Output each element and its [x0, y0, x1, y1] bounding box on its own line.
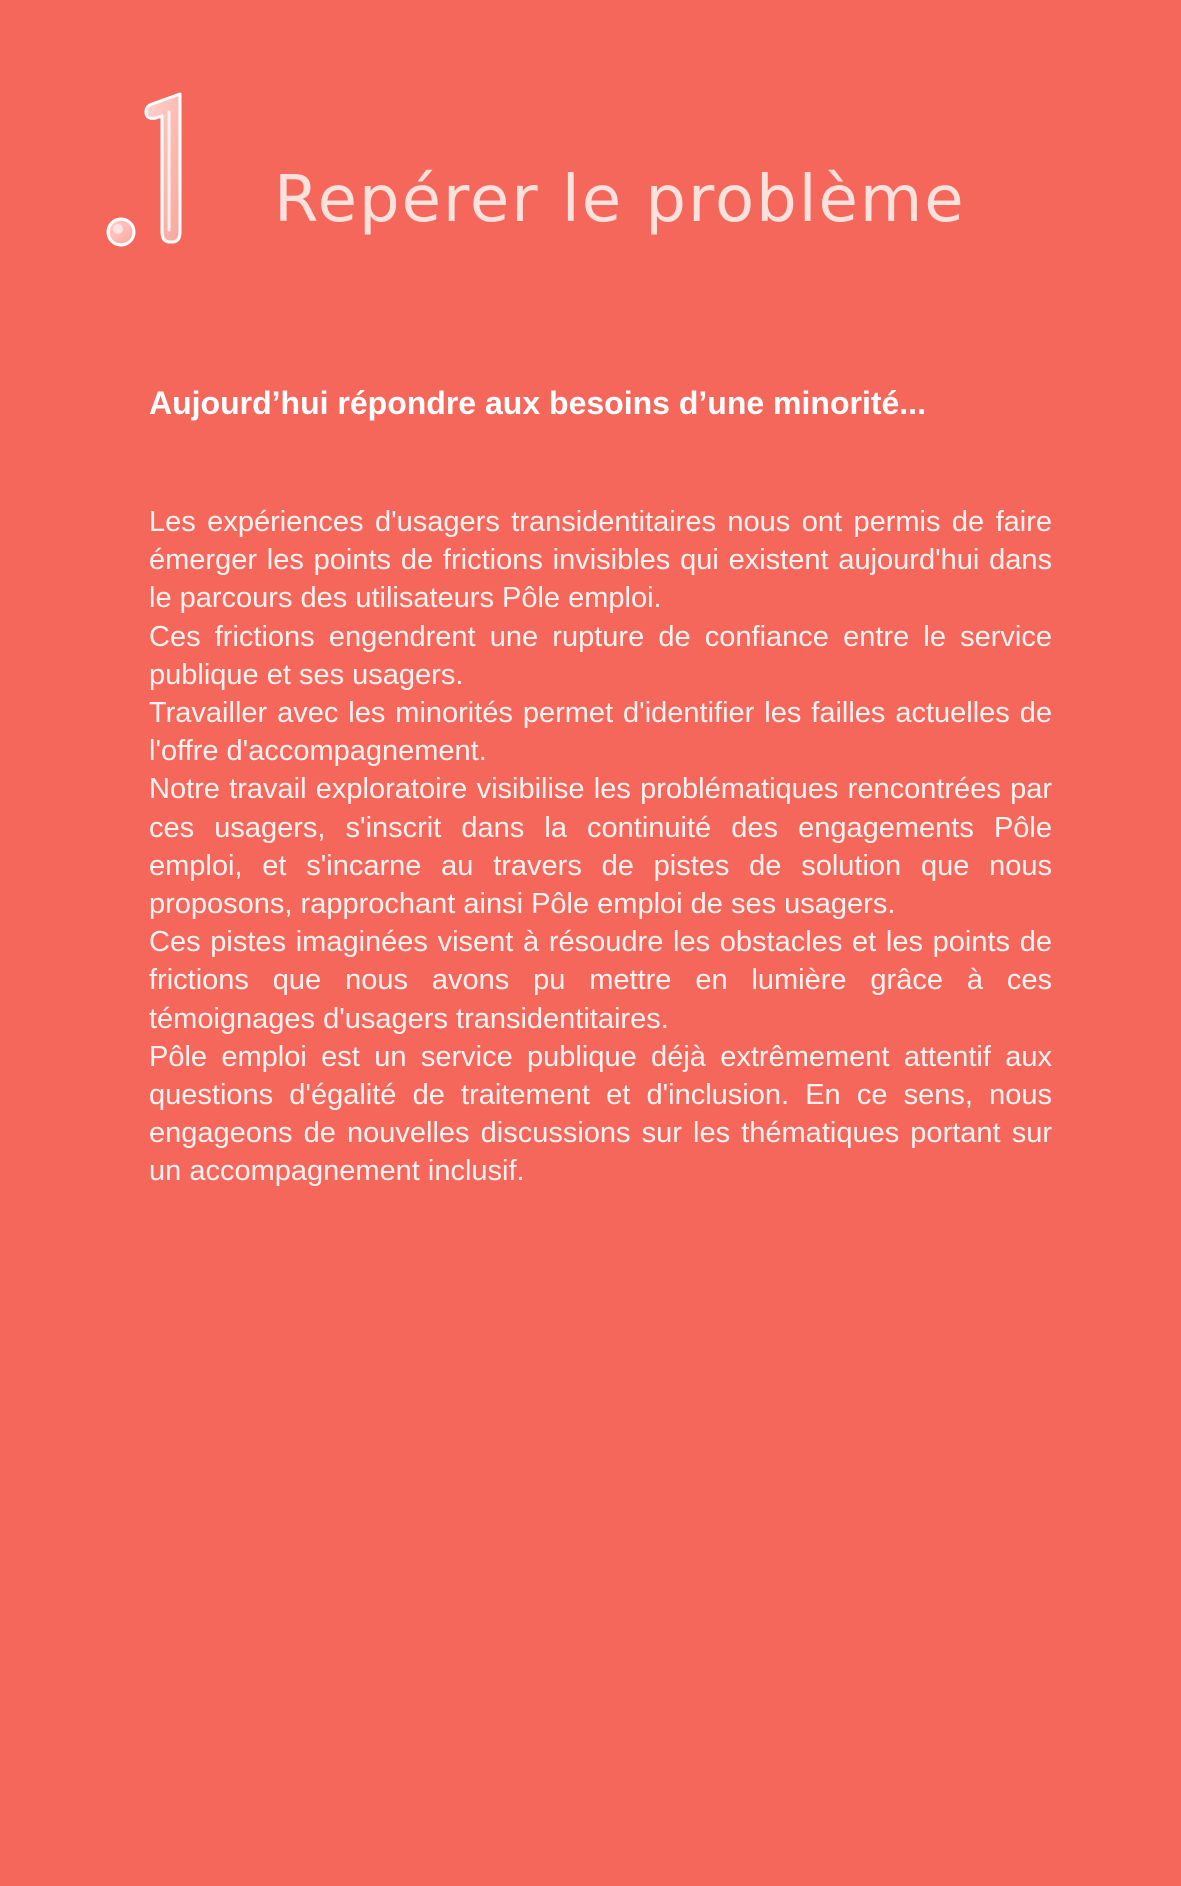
- body-text: [149, 503, 1052, 1191]
- paragraph: Travailler avec les minorités permet d'identifier les failles actuelles de l'offre d'accompagnement.: [149, 697, 1052, 768]
- paragraph: Pôle emploi est un service publique déjà extrêmement attentif aux questions d'égalité de traitement et d'inclusion. En ce sens, nous engageons de nouvelles discussions sur les thématiques portant sur un accompagnement inclusif.: [149, 1040, 1052, 1188]
- step-number-icon: [100, 82, 210, 252]
- step-number-one-graphic: [100, 82, 210, 252]
- section-title: Repérer le problème: [274, 163, 966, 237]
- lead-heading: Aujourd’hui répondre aux besoins d’une minorité...: [149, 385, 926, 421]
- paragraph: Notre travail exploratoire visibilise les problématiques rencontrées par ces usagers, s'inscrit dans la continuité des engagements Pôle emploi, et s'incarne au travers de pistes de solution que nous proposons, rapprochant ainsi Pôle emploi de ses usagers.: [149, 773, 1052, 921]
- paragraph: Ces pistes imaginées visent à résoudre les obstacles et les points de frictions que nous avons pu mettre en lumière grâce à ces témoignages d'usagers transidentitaires.: [149, 926, 1052, 1035]
- paragraph: Ces frictions engendrent une rupture de confiance entre le service publique et ses usagers.: [149, 620, 1052, 691]
- paragraph: Les expériences d'usagers transidentitaires nous ont permis de faire émerger les points de frictions invisibles qui existent aujourd'hui dans le parcours des utilisateurs Pôle emploi.: [149, 506, 1052, 615]
